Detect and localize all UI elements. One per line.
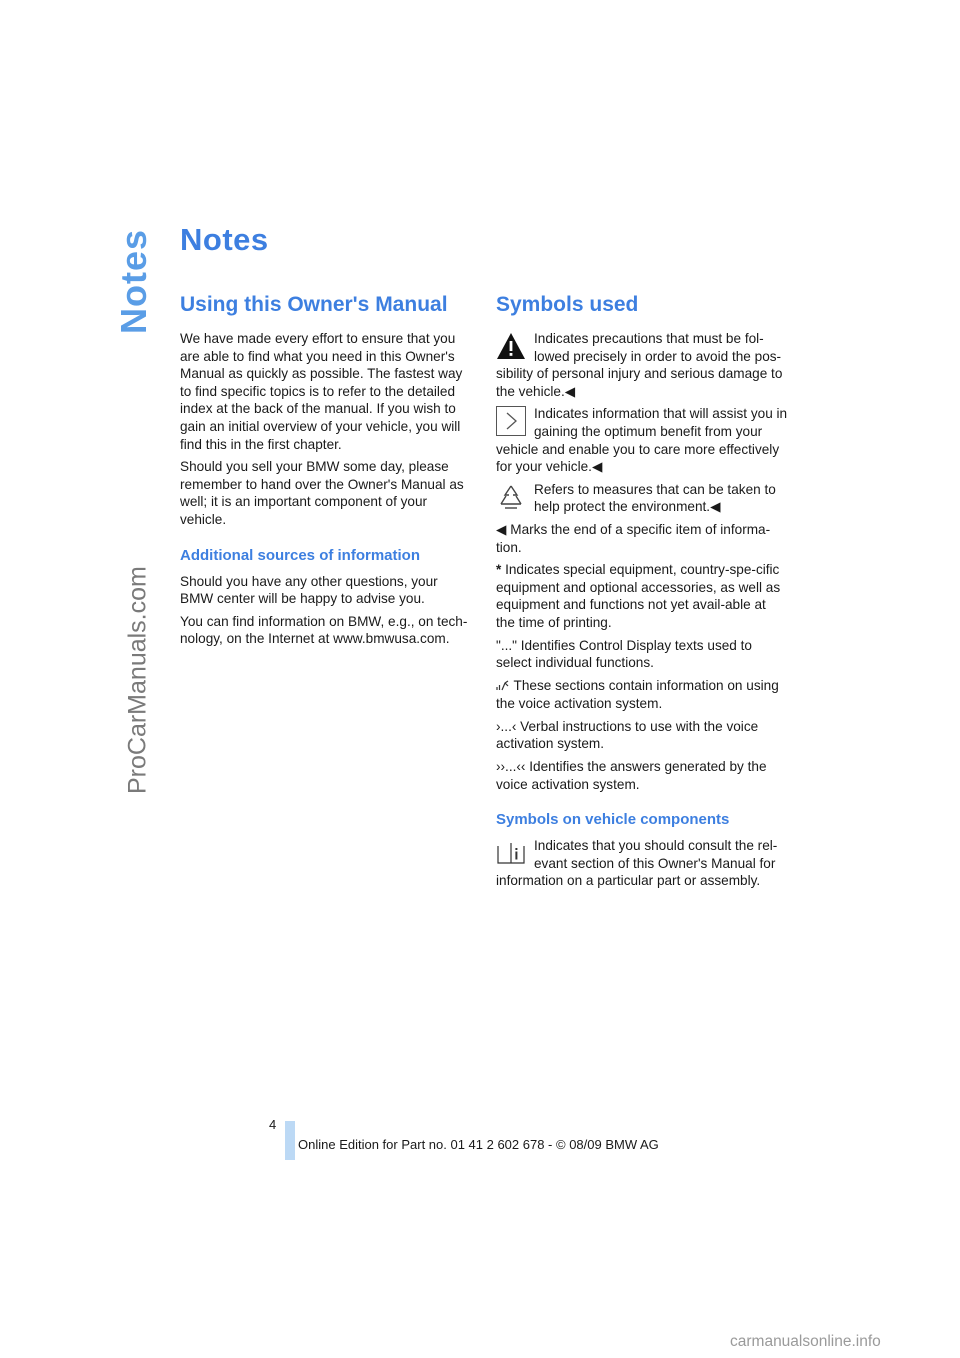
- end-marker: ◀: [591, 459, 603, 475]
- subheading-vehicle-components: Symbols on vehicle components: [496, 811, 730, 829]
- owners-manual-icon: [496, 838, 526, 868]
- environment-text: Refers to measures that can be taken to help protect the environment.: [534, 481, 776, 515]
- end-marker-text: Marks the end of a specific item of informa-tion.: [496, 521, 771, 555]
- subheading-additional-sources: Additional sources of information: [180, 546, 421, 564]
- end-marker: ◀: [710, 499, 721, 515]
- left-column: [180, 292, 472, 653]
- info-text: Indicates information that will assist you in gaining the optimum benefit from your vehicle and enable you to care more effectively for your vehicle.: [496, 406, 788, 475]
- answer-description: [496, 758, 788, 793]
- side-chapter-title: Notes: [113, 228, 154, 334]
- voice-command-icon: [496, 677, 510, 696]
- quote-text: Identifies Control Display texts used to select individual functions.: [496, 637, 752, 671]
- footer-accent-bar: [285, 1121, 295, 1160]
- end-marker-symbol: ◀: [496, 521, 507, 537]
- symbol-environment: [496, 481, 788, 516]
- bottom-watermark: carmanualsonline.info: [730, 1333, 881, 1350]
- symbol-info: [496, 405, 788, 475]
- asterisk-text: Indicates special equipment, country-spe-cific equipment and optional accessories, as well as equipment and functions not yet avail-able at the time of printing.: [496, 562, 781, 630]
- end-marker: ◀: [564, 383, 576, 399]
- verbal-text: Verbal instructions to use with the voice activation system.: [496, 718, 759, 752]
- answer-text: Identifies the answers generated by the voice activation system.: [496, 759, 767, 792]
- section-heading-symbols-used: Symbols used: [496, 293, 639, 316]
- paragraph: Should you sell your BMW some day, please remember to hand over the Owner's Manual as well; it is an important component of your vehicle.: [180, 459, 464, 527]
- verbal-symbol: ›...‹: [496, 718, 517, 734]
- symbol-manual: [496, 837, 788, 890]
- play-arrow-icon: [496, 406, 526, 436]
- verbal-description: [496, 718, 788, 753]
- warning-text: Indicates precautions that must be fol-lowed precisely in order to avoid the pos-sibility of personal injury and serious damage to the vehicle.: [496, 331, 783, 399]
- voice-text: These sections contain information on using the voice activation system.: [496, 677, 779, 712]
- recycle-icon: [496, 482, 526, 512]
- section-heading-owners-manual: Using this Owner's Manual: [180, 293, 448, 316]
- page-number: 4: [269, 1117, 277, 1132]
- paragraph: Should you have any other questions, your BMW center will be happy to advise you.: [180, 573, 438, 607]
- paragraph: We have made every effort to ensure that you are able to find what you need in this Owner's Manual as quickly as possible. The fastest way to find specific topics is to refer to the detailed index at the back of the manual. If you wish to gain an initial overview of your vehicle, you will find this in the first chapter.: [180, 331, 463, 452]
- manual-text: Indicates that you should consult the rel-evant section of this Owner's Manual for information on a particular part or assembly.: [496, 838, 778, 889]
- side-watermark: ProCarManuals.com: [123, 566, 152, 794]
- page-title: Notes: [180, 222, 269, 257]
- quote-symbol: "...": [496, 637, 517, 653]
- answer-symbol: ››...‹‹: [496, 759, 526, 775]
- end-marker-description: [496, 521, 788, 556]
- right-column: [496, 292, 788, 895]
- voice-description: [496, 677, 788, 713]
- warning-triangle-icon: [496, 331, 526, 361]
- asterisk-description: [496, 561, 788, 631]
- footer-edition: Online Edition for Part no. 01 41 2 602 678 - © 08/09 BMW AG: [298, 1137, 659, 1152]
- quote-description: [496, 637, 788, 672]
- paragraph: You can find information on BMW, e.g., on tech-nology, on the Internet at www.bmwusa.com.: [180, 613, 468, 647]
- symbol-warning: [496, 330, 788, 400]
- asterisk-symbol: *: [496, 562, 502, 578]
